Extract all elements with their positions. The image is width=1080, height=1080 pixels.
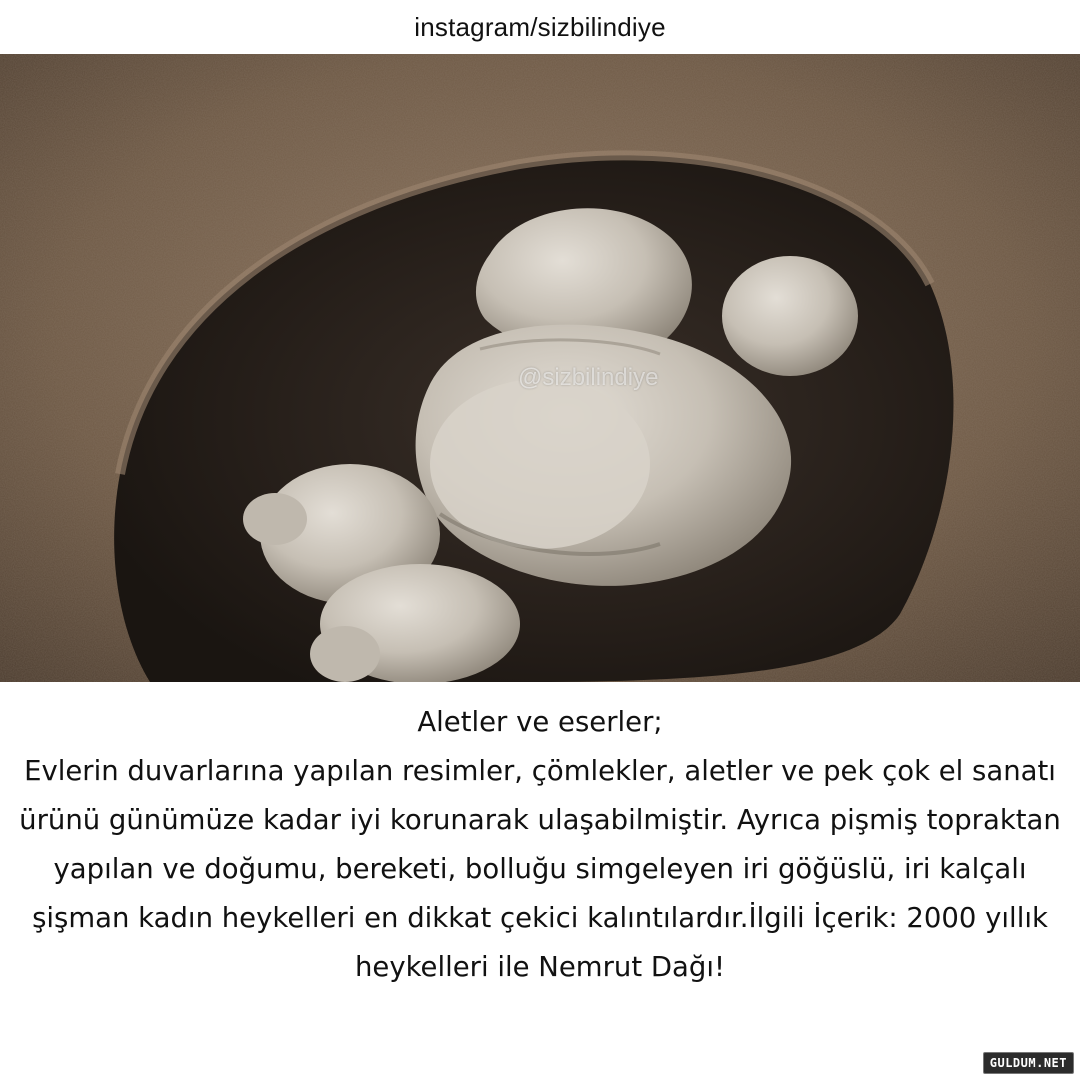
site-logo: GULDUM.NET [983, 1052, 1074, 1074]
caption-text [10, 698, 1070, 992]
figurine-belly [430, 379, 650, 549]
photo-watermark: @sizbilindiye [518, 364, 659, 391]
figurine-head [722, 256, 858, 376]
figurine-right-foot [310, 626, 380, 682]
figurine-photo [0, 54, 1080, 682]
account-handle[interactable]: instagram/sizbilindiye [414, 11, 666, 42]
caption-title: Aletler ve eserler; [417, 706, 663, 738]
caption-body: Evlerin duvarlarına yapılan resimler, çömlekler, aletler ve pek çok el sanatı ürünü günümüze kadar iyi korunarak ulaşabilmiştir. Ayrıca pişmiş topraktan yapılan ve doğumu, bereketi, bolluğu simgeleyen iri göğüslü, iri kalçalı şişman kadın heykelleri en dikkat çekici kalıntılardır.İlgili İçerik: 2000 yıllık heykelleri ile Nemrut Dağı! [19, 755, 1061, 983]
account-handle-header [0, 0, 1080, 54]
figurine-left-foot [243, 493, 307, 545]
